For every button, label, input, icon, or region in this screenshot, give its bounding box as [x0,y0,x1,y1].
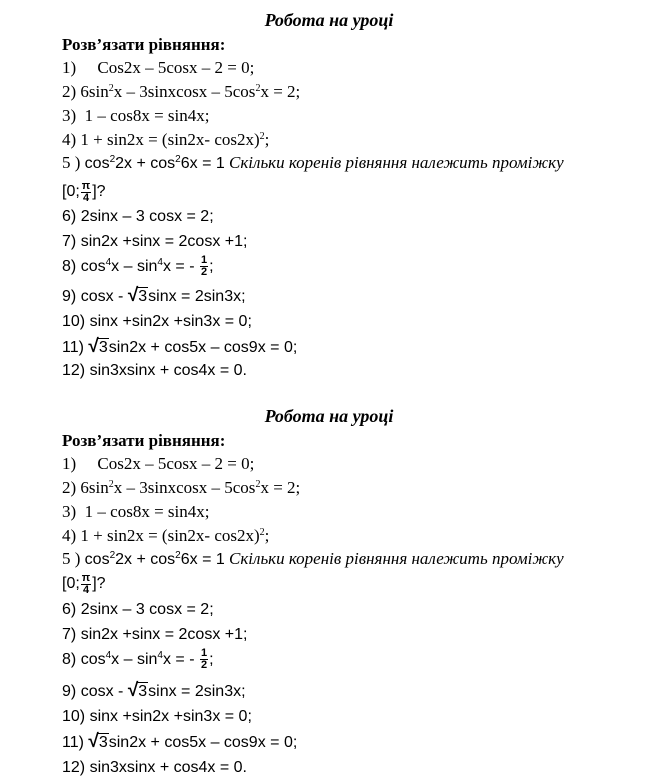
problem-5: 5 ) $\cos^22x + \cos^26x = 1$ Скільки коренів рівняння належить проміжку [62,549,564,568]
question-text: Скільки коренів рівняння належить проміжку [229,153,564,172]
worksheet-title: Робота на уроці [264,10,394,30]
problem-1: 1) Cos2x – 5cosx – 2 = 0; [62,58,255,77]
problem-9: 9) cosx - √3sinx = 2sin3x; [62,680,246,701]
problem-8: 8) $\cos^4x - \sin^4x$ = - $\frac{1}{2}$ ; [62,647,214,672]
problem-4: 4) 1 + sin2x = (sin2x- cos2x)$^2$; [62,526,270,545]
fraction-pi-over-4: $\frac{\pi}{4}$ [81,179,91,204]
problem-2: 2) $6\sin^2x$ – 3sinxcosx – $5\cos^2x = 2$; [62,478,301,497]
problem-4: 4) 1 + sin2x = (sin2x- cos2x)$^2$; [62,130,270,149]
square-root-3: √3 [88,336,108,357]
square-root-3: √3 [127,285,148,306]
square-root-3: √3 [88,731,108,752]
problem-12: 12) sin3xsinx + cos4x = 0. [62,362,247,379]
worksheet-title: Робота на уроці [264,406,394,426]
problem-7: 7) sin2x +sinx = 2cosx +1; [62,233,248,250]
question-text: Скільки коренів рівняння належить проміжку [229,549,564,568]
problem-5-interval: [0; $\frac{\pi}{4}$ ]? [62,571,106,596]
problem-1: 1) Cos2x – 5cosx – 2 = 0; [62,454,255,473]
fraction-one-half: $\frac{1}{2}$ [200,647,208,672]
problem-7: 7) sin2x +sinx = 2cosx +1; [62,626,248,643]
task-heading: Розв’язати рівняння: [62,35,226,54]
problem-6: 6) 2sinx – 3 cosx = 2; [62,208,214,225]
fraction-one-half: $\frac{1}{2}$ [200,254,208,279]
problem-12: 12) sin3xsinx + cos4x = 0. [62,759,247,776]
problem-3: 3) 1 – cos8x = sin4x; [62,106,210,125]
problem-5-interval: [0; $\frac{\pi}{4}$ ]? [62,179,106,204]
problem-10: 10) sinx +sin2x +sin3x = 0; [62,313,252,330]
problem-11: 11) √3sin2x + cos5x – cos9x = 0; [62,336,298,357]
problem-3: 3) 1 – cos8x = sin4x; [62,502,210,521]
problem-2: 2) $6\sin^2x$ – 3sinxcosx – $5\cos^2x = 2$; [62,82,301,101]
fraction-pi-over-4: $\frac{\pi}{4}$ [81,571,91,596]
square-root-3: √3 [127,680,148,701]
problem-9: 9) cosx - √3sinx = 2sin3x; [62,285,246,306]
task-heading: Розв’язати рівняння: [62,431,226,450]
problem-11: 11) √3sin2x + cos5x – cos9x = 0; [62,731,298,752]
problem-6: 6) 2sinx – 3 cosx = 2; [62,601,214,618]
problem-8: 8) $\cos^4x - \sin^4x$ = - $\frac{1}{2}$ ; [62,254,214,279]
problem-10: 10) sinx +sin2x +sin3x = 0; [62,708,252,725]
problem-5: 5 ) $\cos^22x + \cos^26x = 1$ Скільки коренів рівняння належить проміжку [62,153,564,172]
